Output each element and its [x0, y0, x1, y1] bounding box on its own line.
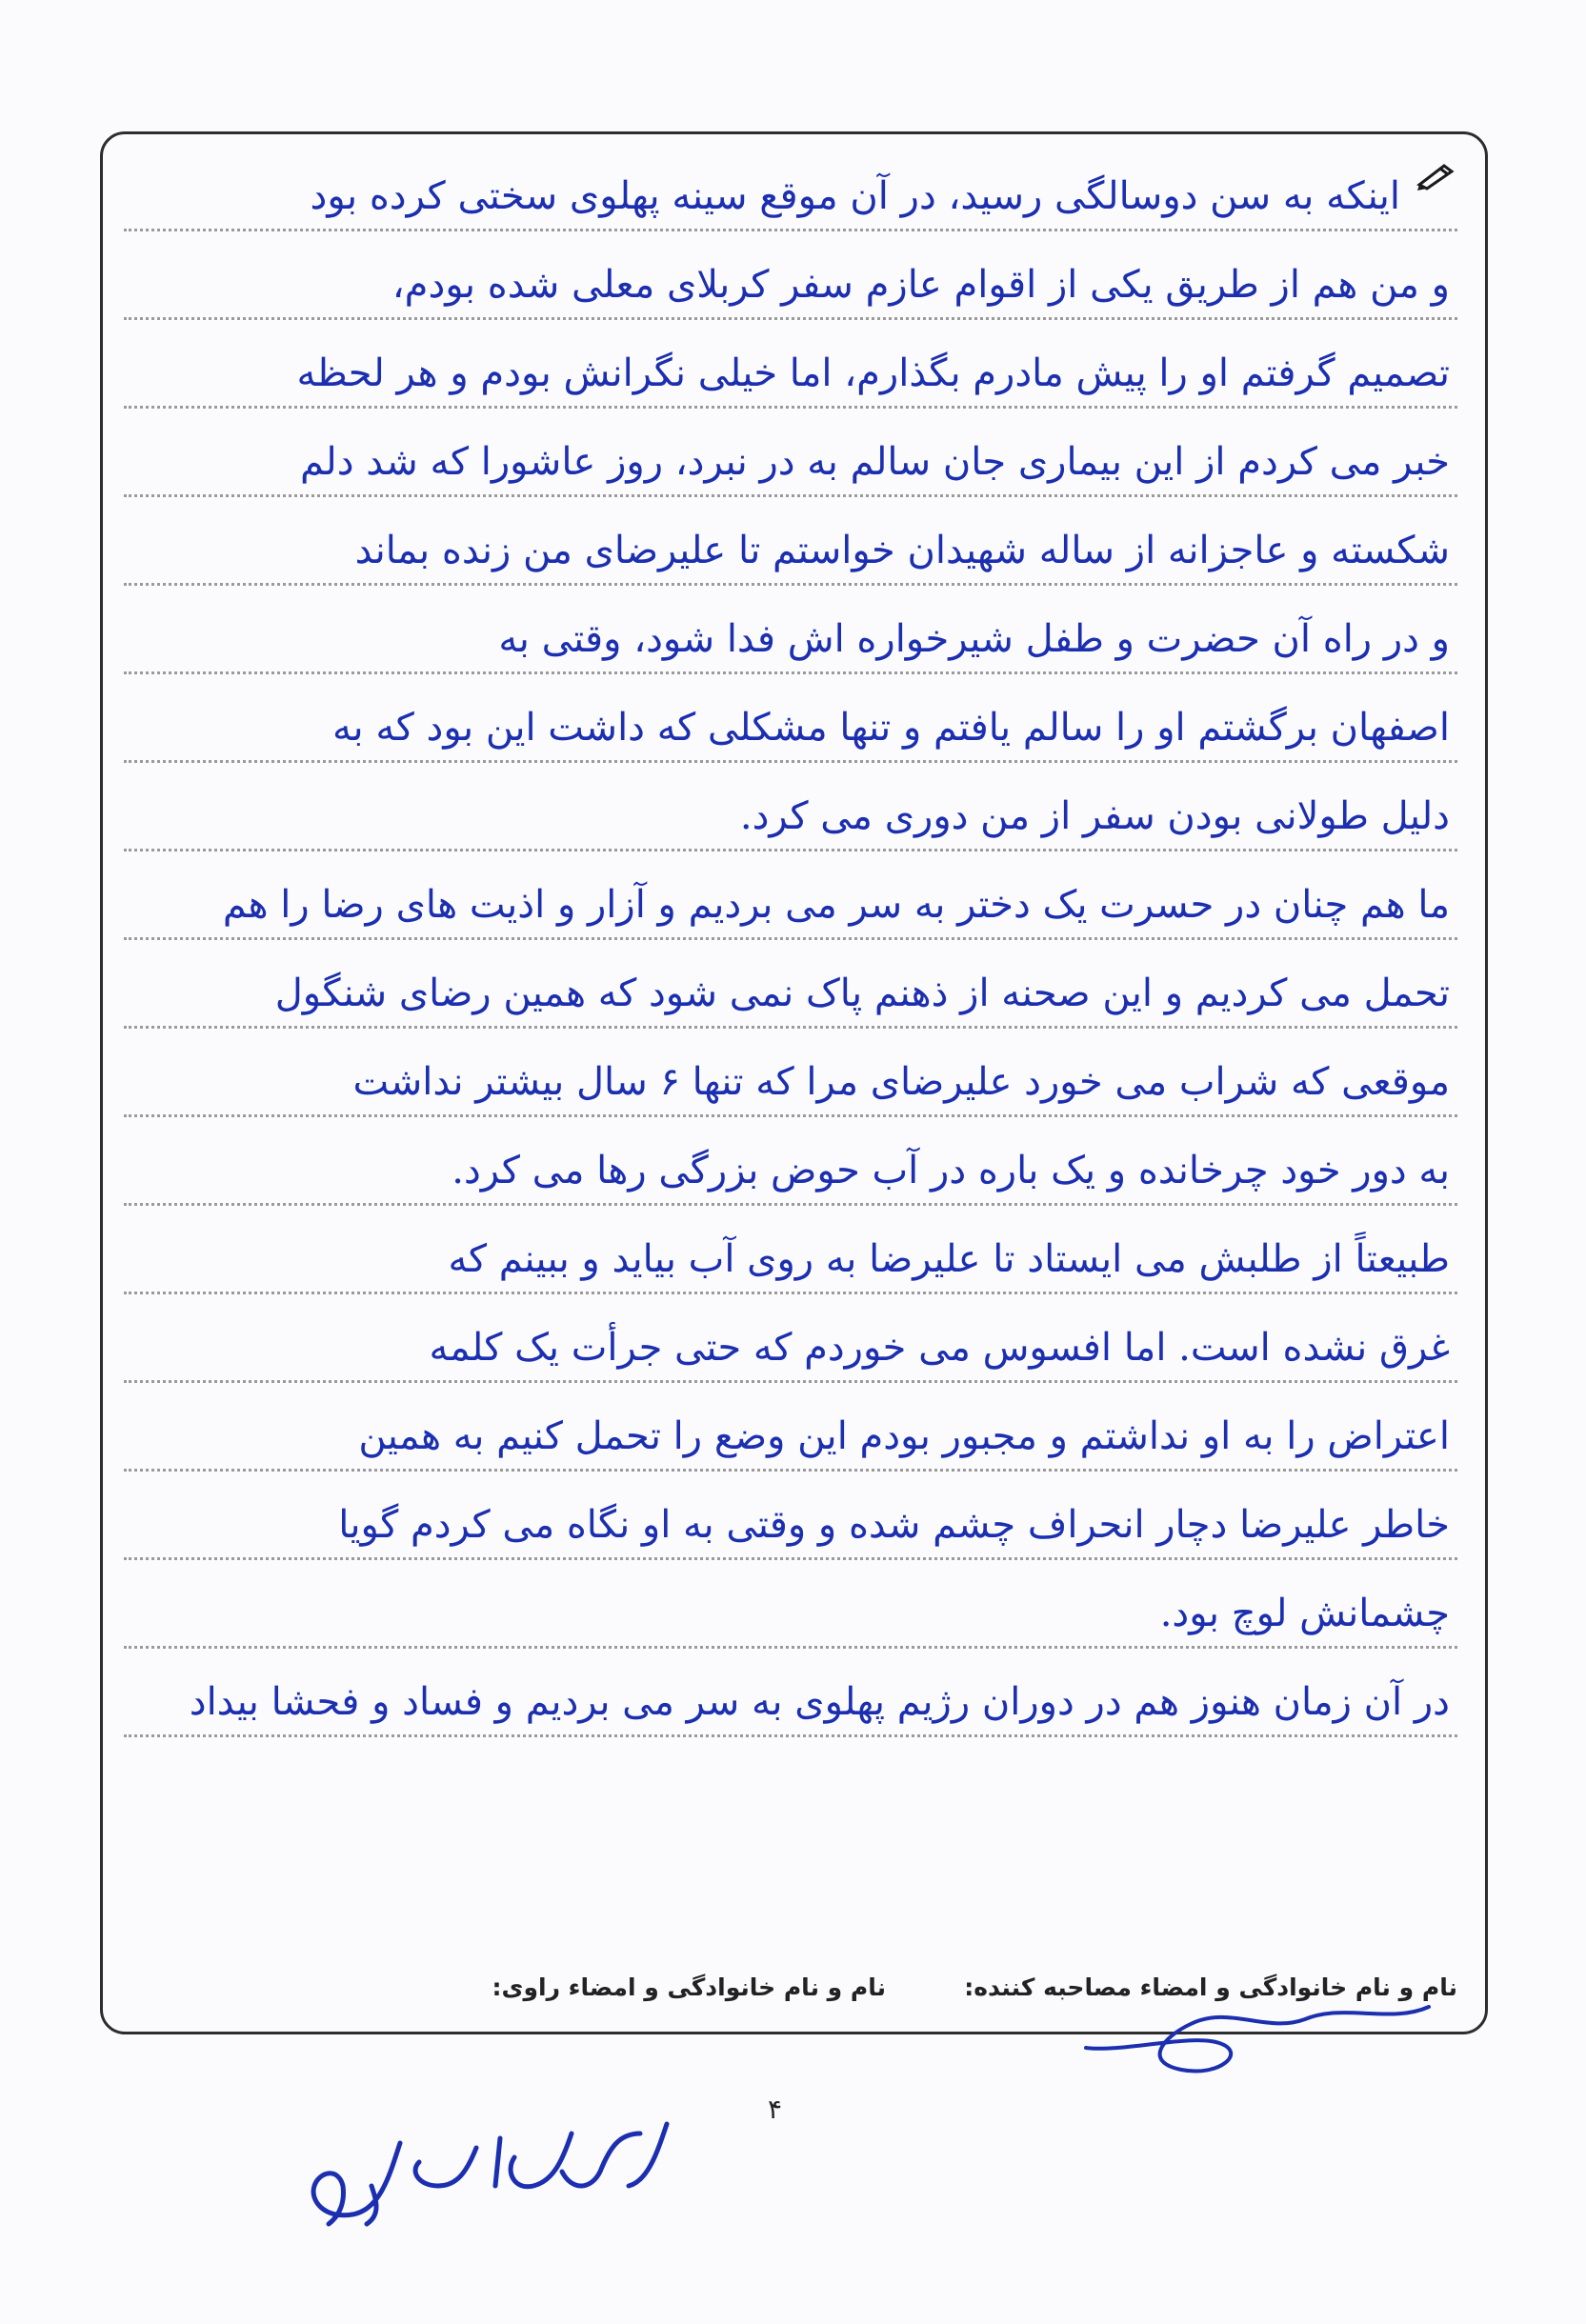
note-line-12 — [124, 1117, 1457, 1206]
line-text: موقعی که شراب می خورد علیرضای مرا که تنها ۶ سال بیشتر نداشت — [352, 1060, 1450, 1104]
note-line-17 — [124, 1560, 1457, 1649]
line-text: به دور خود چرخانده و یک باره در آب حوض بزرگی رها می کرد. — [452, 1149, 1450, 1192]
line-text: اصفهان برگشتم او را سالم یافتم و تنها مشکلی که داشت این بود که به — [332, 706, 1450, 750]
note-line-11 — [124, 1029, 1457, 1117]
note-line-14 — [124, 1294, 1457, 1383]
note-line-8 — [124, 763, 1457, 851]
line-text: طبیعتاً از طلبش می ایستاد تا علیرضا به روی آب بیاید و ببینم که — [448, 1237, 1450, 1281]
page-number: ۴ — [768, 2094, 783, 2125]
line-text: غرق نشده است. اما افسوس می خوردم که حتی جرأت یک کلمه — [429, 1326, 1450, 1370]
note-line-7 — [124, 674, 1457, 763]
note-line-1 — [124, 143, 1457, 231]
narrator-signature — [286, 2095, 686, 2238]
interviewer-label: نام و نام خانوادگی و امضاء مصاحبه کننده: — [964, 1973, 1457, 2001]
interviewer-signature — [1029, 1995, 1438, 2081]
narrator-label: نام و نام خانوادگی و امضاء راوی: — [492, 1973, 886, 2001]
line-text: دلیل طولانی بودن سفر از من دوری می کرد. — [739, 794, 1450, 838]
note-line-18 — [124, 1649, 1457, 1737]
line-text: و من هم از طریق یکی از اقوام عازم سفر کربلای معلی شده بودم، — [391, 263, 1450, 307]
line-text: چشمانش لوچ بود. — [1159, 1592, 1450, 1635]
line-text: تحمل می کردیم و این صحنه از ذهنم پاک نمی شود که همین رضای شنگول — [274, 972, 1450, 1015]
line-text: اینکه به سن دوسالگی رسید، در آن موقع سینه پهلوی سختی کرده بود — [310, 174, 1400, 218]
line-text: و در راه آن حضرت و طفل شیرخواره اش فدا شود، وقتی به — [498, 617, 1450, 661]
line-text: در آن زمان هنوز هم در دوران رژیم پهلوی به سر می بردیم و فساد و فحشا بیداد — [189, 1680, 1450, 1724]
pen-icon — [1415, 160, 1457, 192]
note-line-10 — [124, 940, 1457, 1029]
note-line-9 — [124, 851, 1457, 940]
line-text: ما هم چنان در حسرت یک دختر به سر می بردیم و آزار و اذیت های رضا را هم — [222, 883, 1450, 927]
note-line-4 — [124, 409, 1457, 497]
note-line-16 — [124, 1472, 1457, 1560]
line-text: خبر می کردم از این بیماری جان سالم به در نبرد، روز عاشورا که شد دلم — [299, 440, 1450, 484]
line-text: اعتراض را به او نداشتم و مجبور بودم این وضع را تحمل کنیم به همین — [358, 1414, 1450, 1458]
note-line-2 — [124, 231, 1457, 320]
line-text: شکسته و عاجزانه از ساله شهیدان خواستم تا علیرضای من زنده بماند — [354, 529, 1450, 572]
note-line-6 — [124, 586, 1457, 674]
handwritten-notes — [124, 143, 1457, 1737]
note-line-3 — [124, 320, 1457, 409]
line-text: خاطر علیرضا دچار انحراف چشم شده و وقتی به او نگاه می کردم گویا — [338, 1503, 1450, 1547]
line-text: تصمیم گرفتم او را پیش مادرم بگذارم، اما خیلی نگرانش بودم و هر لحظه — [296, 351, 1450, 395]
note-line-15 — [124, 1383, 1457, 1472]
note-line-13 — [124, 1206, 1457, 1294]
note-line-5 — [124, 497, 1457, 586]
